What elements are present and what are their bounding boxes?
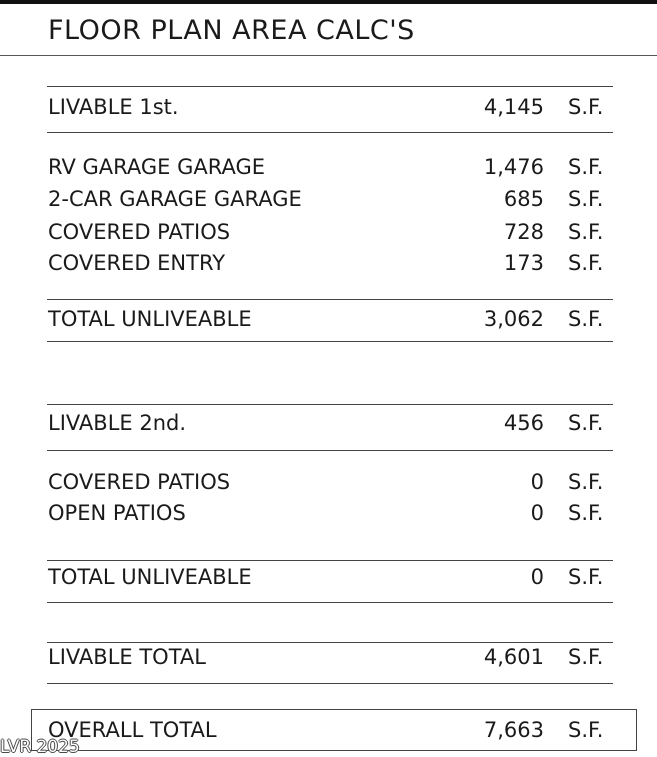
row-unit: S.F. [568, 411, 604, 435]
row-2car-garage [0, 187, 657, 215]
row-value: 0 [530, 501, 544, 525]
row-total-unliveable [0, 307, 657, 335]
row-unit: S.F. [568, 307, 604, 331]
row-livable-2nd [0, 411, 657, 439]
row-value: 0 [530, 565, 544, 589]
row-covered-patios-2nd [0, 470, 657, 498]
row-unit: S.F. [568, 718, 604, 742]
row-value: 4,145 [483, 95, 544, 119]
row-open-patios [0, 501, 657, 529]
row-unit: S.F. [568, 187, 604, 211]
row-covered-patios [0, 220, 657, 248]
row-overall-total [0, 718, 657, 746]
divider [47, 341, 613, 342]
row-unit: S.F. [568, 95, 604, 119]
row-unit: S.F. [568, 220, 604, 244]
row-value: 7,663 [483, 718, 544, 742]
row-label: COVERED ENTRY [48, 251, 226, 275]
divider [47, 602, 613, 603]
row-rv-garage [0, 155, 657, 183]
row-unit: S.F. [568, 565, 604, 589]
row-unit: S.F. [568, 155, 604, 179]
row-label: TOTAL UNLIVEABLE [48, 565, 252, 589]
top-border [0, 0, 657, 4]
row-value: 173 [503, 251, 544, 275]
divider [47, 642, 613, 643]
title-divider [0, 55, 657, 56]
divider [47, 683, 613, 684]
row-total-unliveable-2nd [0, 565, 657, 593]
row-value: 3,062 [483, 307, 544, 331]
row-covered-entry [0, 251, 657, 279]
row-label: LIVABLE TOTAL [48, 645, 206, 669]
row-unit: S.F. [568, 645, 604, 669]
watermark: LVR 2025 [0, 737, 80, 757]
row-livable-1st [0, 95, 657, 123]
row-unit: S.F. [568, 501, 604, 525]
divider [47, 86, 613, 87]
row-label: OVERALL TOTAL [48, 718, 217, 742]
row-label: LIVABLE 2nd. [48, 411, 187, 435]
row-label: COVERED PATIOS [48, 470, 231, 494]
row-value: 685 [503, 187, 544, 211]
row-value: 0 [530, 470, 544, 494]
divider [47, 450, 613, 451]
divider [47, 299, 613, 300]
divider [47, 404, 613, 405]
row-value: 4,601 [483, 645, 544, 669]
divider [47, 560, 613, 561]
row-value: 728 [503, 220, 544, 244]
row-label: TOTAL UNLIVEABLE [48, 307, 252, 331]
divider [47, 132, 613, 133]
row-label: RV GARAGE GARAGE [48, 155, 265, 179]
row-value: 1,476 [483, 155, 544, 179]
row-label: OPEN PATIOS [48, 501, 186, 525]
row-label: 2-CAR GARAGE GARAGE [48, 187, 302, 211]
row-livable-total [0, 645, 657, 673]
row-value: 456 [503, 411, 544, 435]
row-unit: S.F. [568, 251, 604, 275]
row-label: LIVABLE 1st. [48, 95, 179, 119]
row-unit: S.F. [568, 470, 604, 494]
page-title: FLOOR PLAN AREA CALC'S [48, 15, 415, 46]
row-label: COVERED PATIOS [48, 220, 231, 244]
